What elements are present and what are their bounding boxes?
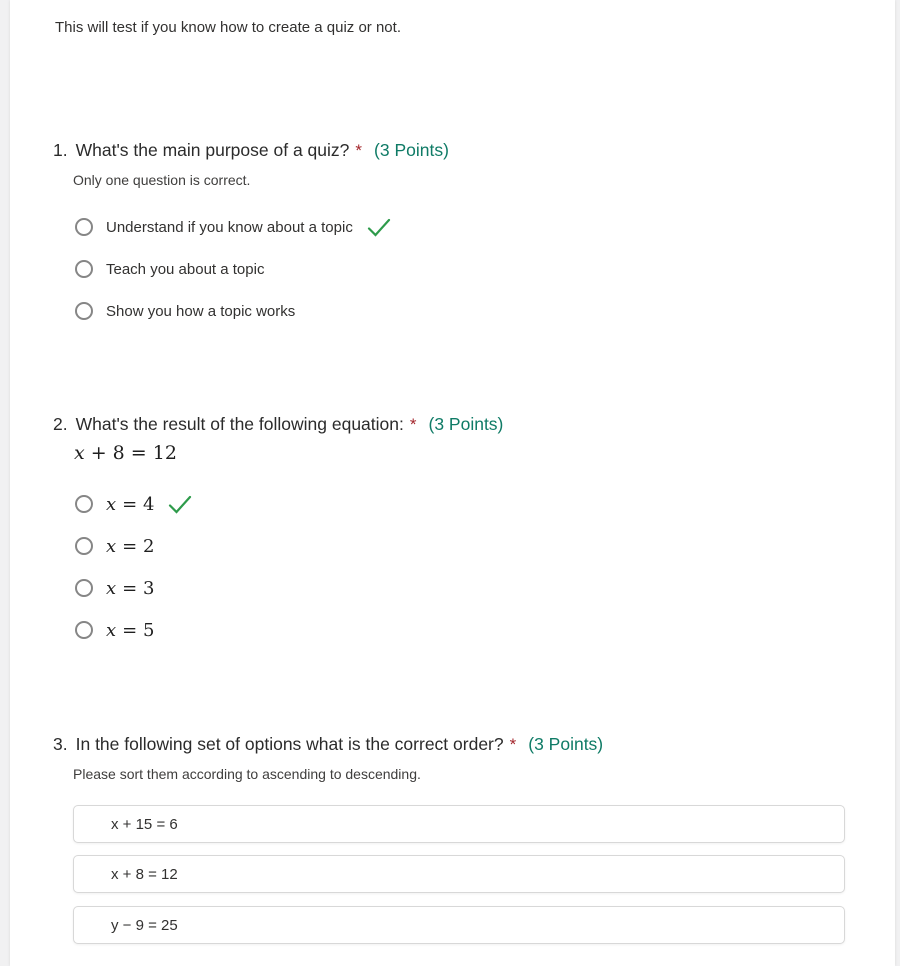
question-number: 2. (53, 414, 68, 434)
question-title: What's the result of the following equation: (75, 414, 404, 434)
question-1-title-row (53, 139, 449, 162)
option-label: Show you how a topic works (106, 302, 296, 320)
option-label: x = 4 (106, 493, 155, 515)
radio-button[interactable] (75, 302, 93, 320)
question-number: 1. (53, 140, 68, 160)
radio-option[interactable] (75, 492, 193, 516)
ranking-item-label: x + 15 = 6 (111, 815, 178, 833)
ranking-item[interactable] (73, 855, 845, 893)
radio-button[interactable] (75, 218, 93, 236)
radio-button[interactable] (75, 579, 93, 597)
question-title: In the following set of options what is the correct order? (75, 734, 504, 754)
question-subtitle: Please sort them according to ascending to descending. (73, 766, 421, 782)
ranking-item[interactable] (73, 805, 845, 843)
required-asterisk: * (509, 735, 517, 754)
radio-option[interactable] (75, 618, 154, 642)
option-label: x = 5 (106, 619, 155, 641)
radio-option[interactable] (75, 534, 154, 558)
ranking-item-label: y − 9 = 25 (111, 916, 178, 934)
equation-rest: + 8 = 12 (90, 442, 177, 464)
radio-option[interactable] (75, 299, 295, 323)
question-2-title-row (53, 413, 503, 436)
radio-button[interactable] (75, 260, 93, 278)
correct-answer-check-icon (167, 494, 193, 515)
question-equation (74, 442, 177, 464)
quiz-form-card (10, 0, 895, 966)
radio-button[interactable] (75, 495, 93, 513)
required-asterisk: * (355, 141, 363, 160)
quiz-description: This will test if you know how to create a quiz or not. (55, 19, 401, 36)
question-title: What's the main purpose of a quiz? (75, 140, 350, 160)
radio-option[interactable] (75, 576, 154, 600)
radio-button[interactable] (75, 537, 93, 555)
equation-variable: x (74, 442, 85, 464)
radio-option[interactable] (75, 215, 392, 239)
option-label: Teach you about a topic (106, 260, 265, 278)
question-number: 3. (53, 734, 68, 754)
required-asterisk: * (409, 415, 417, 434)
ranking-item-label: x + 8 = 12 (111, 865, 178, 883)
ranking-item[interactable] (73, 906, 845, 944)
points-label: (3 Points) (374, 140, 449, 160)
correct-answer-check-icon (366, 217, 392, 238)
option-label: x = 3 (106, 577, 155, 599)
question-3-title-row (53, 733, 603, 756)
points-label: (3 Points) (528, 734, 604, 754)
radio-button[interactable] (75, 621, 93, 639)
points-label: (3 Points) (428, 414, 504, 434)
radio-option[interactable] (75, 257, 264, 281)
option-label: x = 2 (106, 535, 155, 557)
question-subtitle: Only one question is correct. (73, 172, 251, 188)
option-label: Understand if you know about a topic (106, 218, 353, 236)
